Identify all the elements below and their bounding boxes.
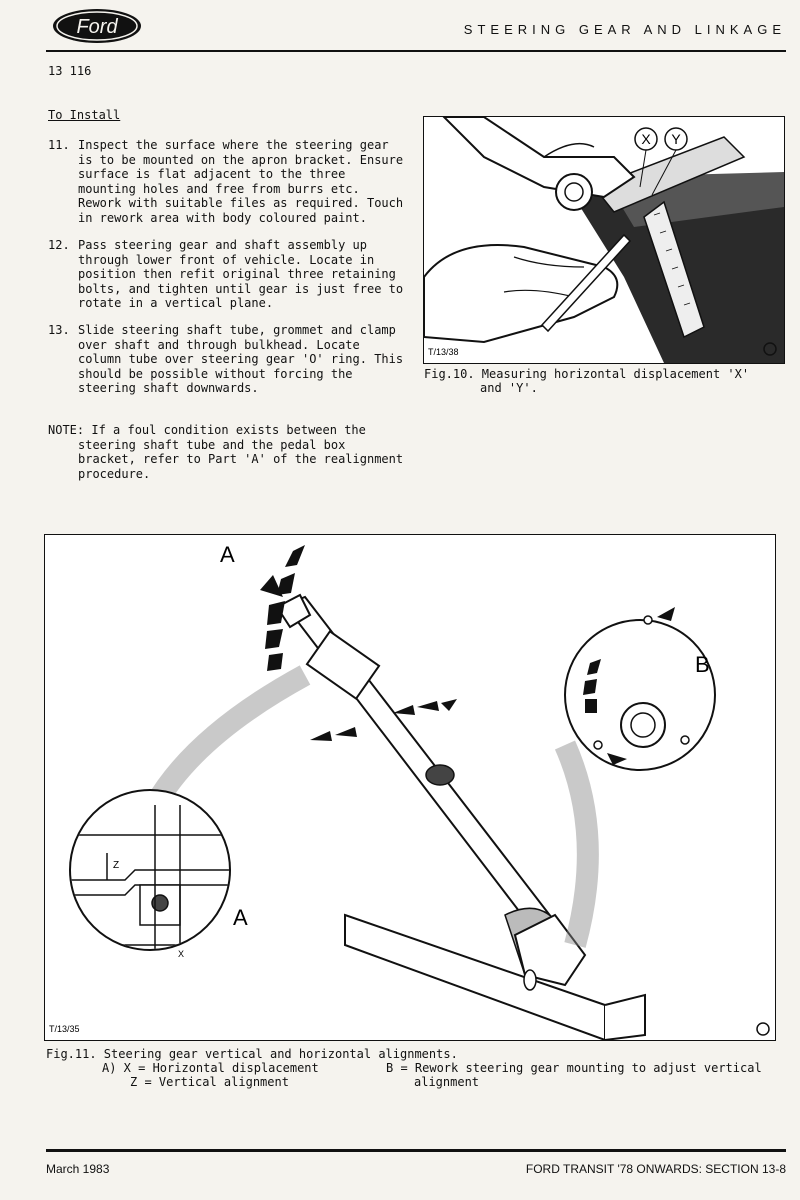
fig10-label-x: X	[641, 131, 651, 147]
fig10-caption-line1: Fig.10. Measuring horizontal displacement 'X'	[424, 367, 750, 381]
fig11-label-x: X	[178, 949, 185, 959]
footer-rule	[46, 1149, 786, 1152]
ford-logo	[52, 8, 142, 44]
step-text: Pass steering gear and shaft assembly up through lower front of vehicle. Locate in position then refit original three retaining bolts, and tighten until gear is just free to rotate in a vertical plane.	[78, 238, 404, 310]
fig11-label-a2: A	[233, 905, 248, 930]
page-header-title: STEERING GEAR AND LINKAGE	[463, 22, 786, 37]
fig11-caption	[46, 1047, 766, 1089]
fig11-label-a: A	[220, 542, 235, 567]
page-number: 13 116	[48, 64, 92, 78]
step-number: 12.	[48, 238, 70, 252]
fig10-ref: T/13/38	[428, 347, 459, 357]
step-13	[48, 323, 408, 395]
step-number: 13.	[48, 323, 70, 337]
fig11-ref: T/13/35	[49, 1024, 80, 1034]
note-lead: NOTE: If a foul condition exists between the	[48, 423, 366, 437]
fig10-caption-line2: and 'Y'.	[480, 381, 538, 395]
step-text: Slide steering shaft tube, grommet and clamp over shaft and through bulkhead. Locate column tube over steering gear 'O' ring. This should be possible without forcing the steering shaft downwards.	[78, 323, 404, 395]
fig10-label-y: Y	[671, 131, 681, 147]
section-heading: To Install	[48, 108, 121, 122]
fig11-legend-a-x: A) X = Horizontal displacement	[102, 1061, 319, 1075]
fig11-label-z: Z	[113, 860, 120, 871]
footer-section: FORD TRANSIT '78 ONWARDS: SECTION 13-8	[525, 1162, 786, 1176]
step-12	[48, 238, 408, 310]
note-body: steering shaft tube and the pedal box bracket, refer to Part 'A' of the realignment procedure.	[78, 437, 404, 481]
logo-text: Ford	[76, 16, 118, 38]
fig11-illustration	[44, 534, 776, 1041]
fig10-illustration	[423, 116, 785, 364]
fig11-legend-b-1: B = Rework steering gear mounting to adjust vertical	[386, 1061, 762, 1075]
fig11-legend-a-z: Z = Vertical alignment	[130, 1075, 289, 1089]
fig10-caption	[424, 367, 784, 395]
fig11-legend-b-2: alignment	[414, 1075, 480, 1089]
note	[48, 423, 408, 481]
step-text: Inspect the surface where the steering gear is to be mounted on the apron bracket. Ensure surface is flat adjacent to the three mounting holes and free from burrs etc. Rework with suitable files as required. Touch in rework area with body coloured paint.	[78, 138, 404, 225]
footer-date: March 1983	[46, 1162, 110, 1176]
fig11-caption-title: Fig.11. Steering gear vertical and horizontal alignments.	[46, 1047, 458, 1061]
header-rule	[46, 50, 786, 52]
step-11	[48, 138, 408, 226]
fig11-label-b: B	[695, 652, 710, 677]
step-number: 11.	[48, 138, 70, 152]
